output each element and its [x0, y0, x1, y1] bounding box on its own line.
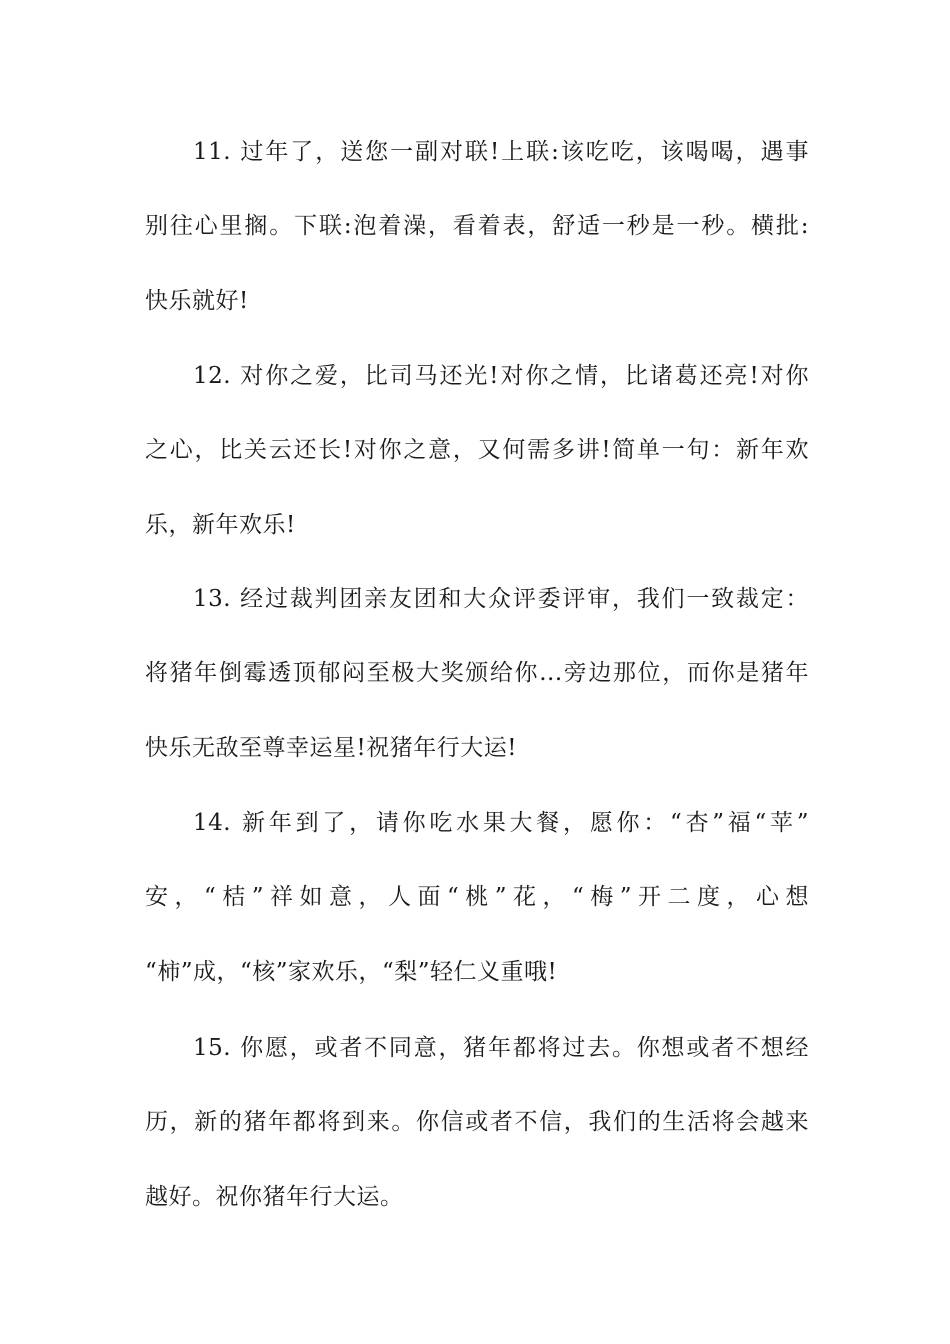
paragraph-line: 越好。祝你猪年行大运。 [145, 1184, 404, 1210]
paragraph-line: 乐，新年欢乐! [145, 512, 296, 538]
paragraph-line: 14. 新年到了，请你吃水果大餐，愿你：“杏”福“苹” [193, 810, 809, 836]
paragraph-line: 历，新的猪年都将到来。你信或者不信，我们的生活将会越来 [145, 1109, 809, 1135]
paragraph-line: 别往心里搁。下联:泡着澡，看着表，舒适一秒是一秒。横批: [145, 213, 809, 239]
paragraph-line: 快乐无敌至尊幸运星!祝猪年行大运! [145, 735, 517, 761]
paragraph-line: 13. 经过裁判团亲友团和大众评委评审，我们一致裁定： [193, 586, 809, 612]
paragraph-line: “柿”成，“核”家欢乐，“梨”轻仁义重哦! [145, 959, 558, 985]
paragraph-line: 11. 过年了，送您一副对联!上联:该吃吃，该喝喝，遇事 [193, 139, 809, 165]
paragraph-line: 快乐就好! [145, 288, 249, 314]
paragraph-line: 安，“桔”祥如意，人面“桃”花，“梅”开二度，心想 [145, 884, 809, 910]
paragraph-line: 12. 对你之爱，比司马还光!对你之情，比诸葛还亮!对你 [193, 363, 809, 389]
paragraph-line: 之心，比关云还长!对你之意，又何需多讲!简单一句：新年欢 [145, 437, 809, 463]
paragraph-line: 将猪年倒霉透顶郁闷至极大奖颁给你...旁边那位，而你是猪年 [145, 660, 809, 686]
paragraph-line: 15. 你愿，或者不同意，猪年都将过去。你想或者不想经 [193, 1035, 809, 1061]
